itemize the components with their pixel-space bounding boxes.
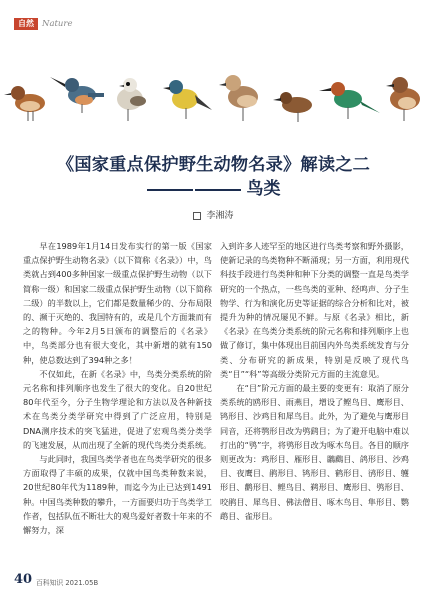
paragraph: 在“目”阶元方面的最主要的变更有：取消了原分类系统的鸥形目、雨燕目，增设了鲣鸟目、鹰形目、鸨形目、沙鸡目和犀鸟目。此外，为了避免与鹰形目同音，还将鹗形目改为鸮鹞目；为了避开电脑中难以打出的“鸮”字，将鸮形目改为啄木鸟目。各目的顺序则更改为：鸡形目、雁形目、鸊鷉目、鸽形目、沙鸡目、夜鹰目、鹃形目、鸨形目、鹤形目、鸻形目、鹱形目、鹳形目、鲣鸟目、鹈形目、鹰形目、鸮形目、咬鹃目、犀鸟目、佛法僧目、啄木鸟目、隼形目、鹦鹉目、雀形目。 [220, 383, 409, 521]
left-column [23, 239, 212, 537]
bird-illustration [0, 55, 427, 130]
section-header [14, 18, 73, 30]
bird-icon [4, 86, 45, 121]
right-column [220, 239, 409, 523]
article-title: 《国家重点保护野生动物名录》解读之二 [57, 155, 370, 175]
bird-icon [117, 78, 146, 121]
paragraph: 不仅如此，在新《名录》中，鸟类分类系统的阶元名称和排列顺序也发生了很大的变化。自20世纪80年代至今，分子生物学理论和方法以及各种新技术在鸟类分类学研究中得到了广泛应用，特别是DNA测序技术的突飞猛进，促进了宏观鸟类分类学的飞速发展，从而出现了全新的现代鸟类分类系统。 [23, 368, 212, 450]
bird-icon [273, 92, 312, 122]
article-subtitle [0, 174, 427, 199]
publication-info: 百科知识 2021.05B [36, 579, 99, 587]
paragraph: 入到许多人迹罕至的地区进行鸟类考察和野外摄影，使新记录的鸟类物种不断涌现；另一方面，利用现代科技手段进行鸟类种和种下分类的调整一直是鸟类学研究的一个热点，一些鸟类的亚种、经鸣声、分子生物学、行为和演化历史等证据的综合分析和比对，被提升为种的情况屡见不鲜。与原《名录》相比，新《名录》在鸟类分类系统的阶元名称和排列顺序上也做了修订，集中体现出目前国内外鸟类系统发育与分类、分布研究的新成果，特别是反映了现代鸟类“目”“科”等高级分类阶元方面的主流意见。 [220, 241, 409, 379]
paragraph: 与此同时，我国鸟类学者也在鸟类学研究的很多方面取得了丰硕的成果，仅就中国鸟类种数来说，20世纪80年代为1189种，而迄今为止已达到1491种。中国鸟类种数的攀升，一方面要归功于鸟类学工作者，包括队伍不断壮大的观鸟爱好者数十年来的不懈努力，深 [23, 454, 212, 536]
square-icon [193, 212, 201, 220]
byline [0, 208, 427, 221]
bird-icon [219, 75, 258, 121]
page-number: 40 [14, 572, 33, 587]
paragraph: 早在1989年1月14日发布实行的第一版《国家重点保护野生动物名录》（以下简称《名录》）中，鸟类就占到400多种国家一级重点保护野生动物（以下简称一级）和国家二级重点保护野生动物（以下简称二级）的半数以上，它们都是数量稀少的、分布局限的、濒于灭绝的、我国特有的，或是几个方面兼而有之的物种。今年2月5日颁布的调整后的《名录》中，鸟类部分也有很大变化，其中新增的就有150种，使总数达到了394种之多！ [23, 241, 212, 365]
title-dash [195, 189, 241, 191]
title-dash [147, 189, 193, 191]
section-tag-en: Nature [42, 19, 73, 29]
bird-icon [319, 82, 380, 119]
section-tag: 自然 [14, 18, 38, 30]
bird-icon [50, 77, 104, 113]
article-subtitle-text: 鸟类 [246, 179, 281, 199]
author-name: 李湘涛 [206, 211, 234, 221]
bird-icon [386, 77, 420, 121]
bird-icon [163, 80, 212, 119]
